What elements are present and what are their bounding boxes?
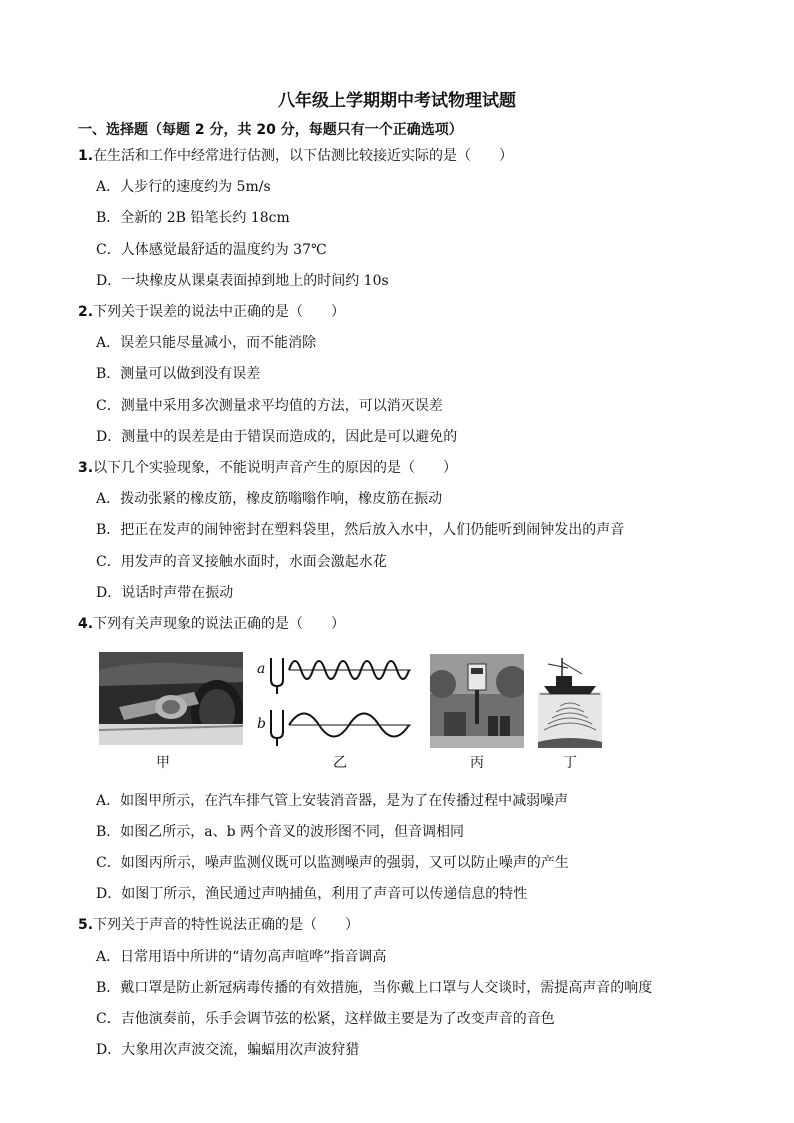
option-1d: D．一块橡皮从课桌表面掉到地上的时间约 10s	[96, 273, 389, 289]
option-2a: A．误差只能尽量减小，而不能消除	[96, 335, 317, 351]
figure-label-bing: 丙	[470, 755, 484, 771]
option-2c: C．测量中采用多次测量求平均值的方法，可以消灭误差	[96, 398, 443, 414]
question-number: 2.	[78, 304, 94, 320]
option-3c: C．用发声的音叉接触水面时，水面会激起水花	[96, 554, 387, 570]
car-exhaust-image	[99, 652, 243, 745]
question-number: 4.	[78, 616, 94, 632]
question-2	[78, 301, 345, 321]
option-3b: B．把正在发声的闹钟密封在塑料袋里，然后放入水中，人们仍能听到闹钟发出的声音	[96, 522, 625, 538]
option-5a: A．日常用语中所讲的“请勿高声喧哗”指音调高	[96, 949, 387, 965]
option-4c: C．如图丙所示，噪声监测仪既可以监测噪声的强弱，又可以防止噪声的产生	[96, 855, 569, 871]
question-stem: 以下几个实验现象，不能说明声音产生的原因的是（ ）	[93, 460, 458, 476]
sonar-boat-image	[538, 654, 602, 748]
option-3a: A．拨动张紧的橡皮筋，橡皮筋嗡嗡作响，橡皮筋在振动	[96, 491, 443, 507]
option-4d: D．如图丁所示，渔民通过声呐捕鱼，利用了声音可以传递信息的特性	[96, 886, 528, 902]
question-stem: 下列关于声音的特性说法正确的是（ ）	[93, 917, 360, 933]
figure-label-ding: 丁	[563, 755, 577, 771]
question-1	[78, 145, 513, 165]
option-1a: A．人步行的速度约为 5m/s	[96, 179, 271, 195]
option-5c: C．吉他演奏前，乐手会调节弦的松紧，这样做主要是为了改变声音的音色	[96, 1011, 555, 1027]
option-4a: A．如图甲所示，在汽车排气管上安装消音器，是为了在传播过程中减弱噪声	[96, 793, 569, 809]
option-5d: D．大象用次声波交流，蝙蝠用次声波狩猎	[96, 1042, 360, 1058]
option-1c: C．人体感觉最舒适的温度约为 37℃	[96, 242, 327, 258]
option-5b: B．戴口罩是防止新冠病毒传播的有效措施，当你戴上口罩与人交谈时，需提高声音的响度	[96, 980, 653, 996]
option-3d: D．说话时声带在振动	[96, 585, 234, 601]
option-1b: B．全新的 2B 铅笔长约 18cm	[96, 210, 290, 226]
tuning-fork-waveforms	[255, 652, 415, 748]
question-number: 5.	[78, 917, 94, 933]
option-2d: D．测量中的误差是由于错误而造成的，因此是可以避免的	[96, 429, 458, 445]
question-number: 3.	[78, 460, 94, 476]
question-5	[78, 914, 359, 934]
question-4	[78, 613, 345, 633]
question-stem: 下列有关声现象的说法正确的是（ ）	[93, 616, 346, 632]
figure-label-jia: 甲	[156, 755, 170, 771]
question-3	[78, 457, 457, 477]
page-title: 八年级上学期期中考试物理试题	[278, 91, 516, 111]
fork-b-label: b	[257, 716, 266, 732]
section-heading: 一、选择题（每题 2 分，共 20 分，每题只有一个正确选项）	[78, 122, 463, 138]
noise-monitor-image	[430, 654, 524, 748]
option-2b: B．测量可以做到没有误差	[96, 366, 261, 382]
question-number: 1.	[78, 148, 94, 164]
option-4b: B．如图乙所示，a、b 两个音叉的波形图不同，但音调相同	[96, 824, 465, 840]
figure-label-yi: 乙	[333, 755, 347, 771]
question-stem: 在生活和工作中经常进行估测，以下估测比较接近实际的是（ ）	[93, 148, 514, 164]
question-stem: 下列关于误差的说法中正确的是（ ）	[93, 304, 346, 320]
fork-a-label: a	[257, 661, 266, 677]
